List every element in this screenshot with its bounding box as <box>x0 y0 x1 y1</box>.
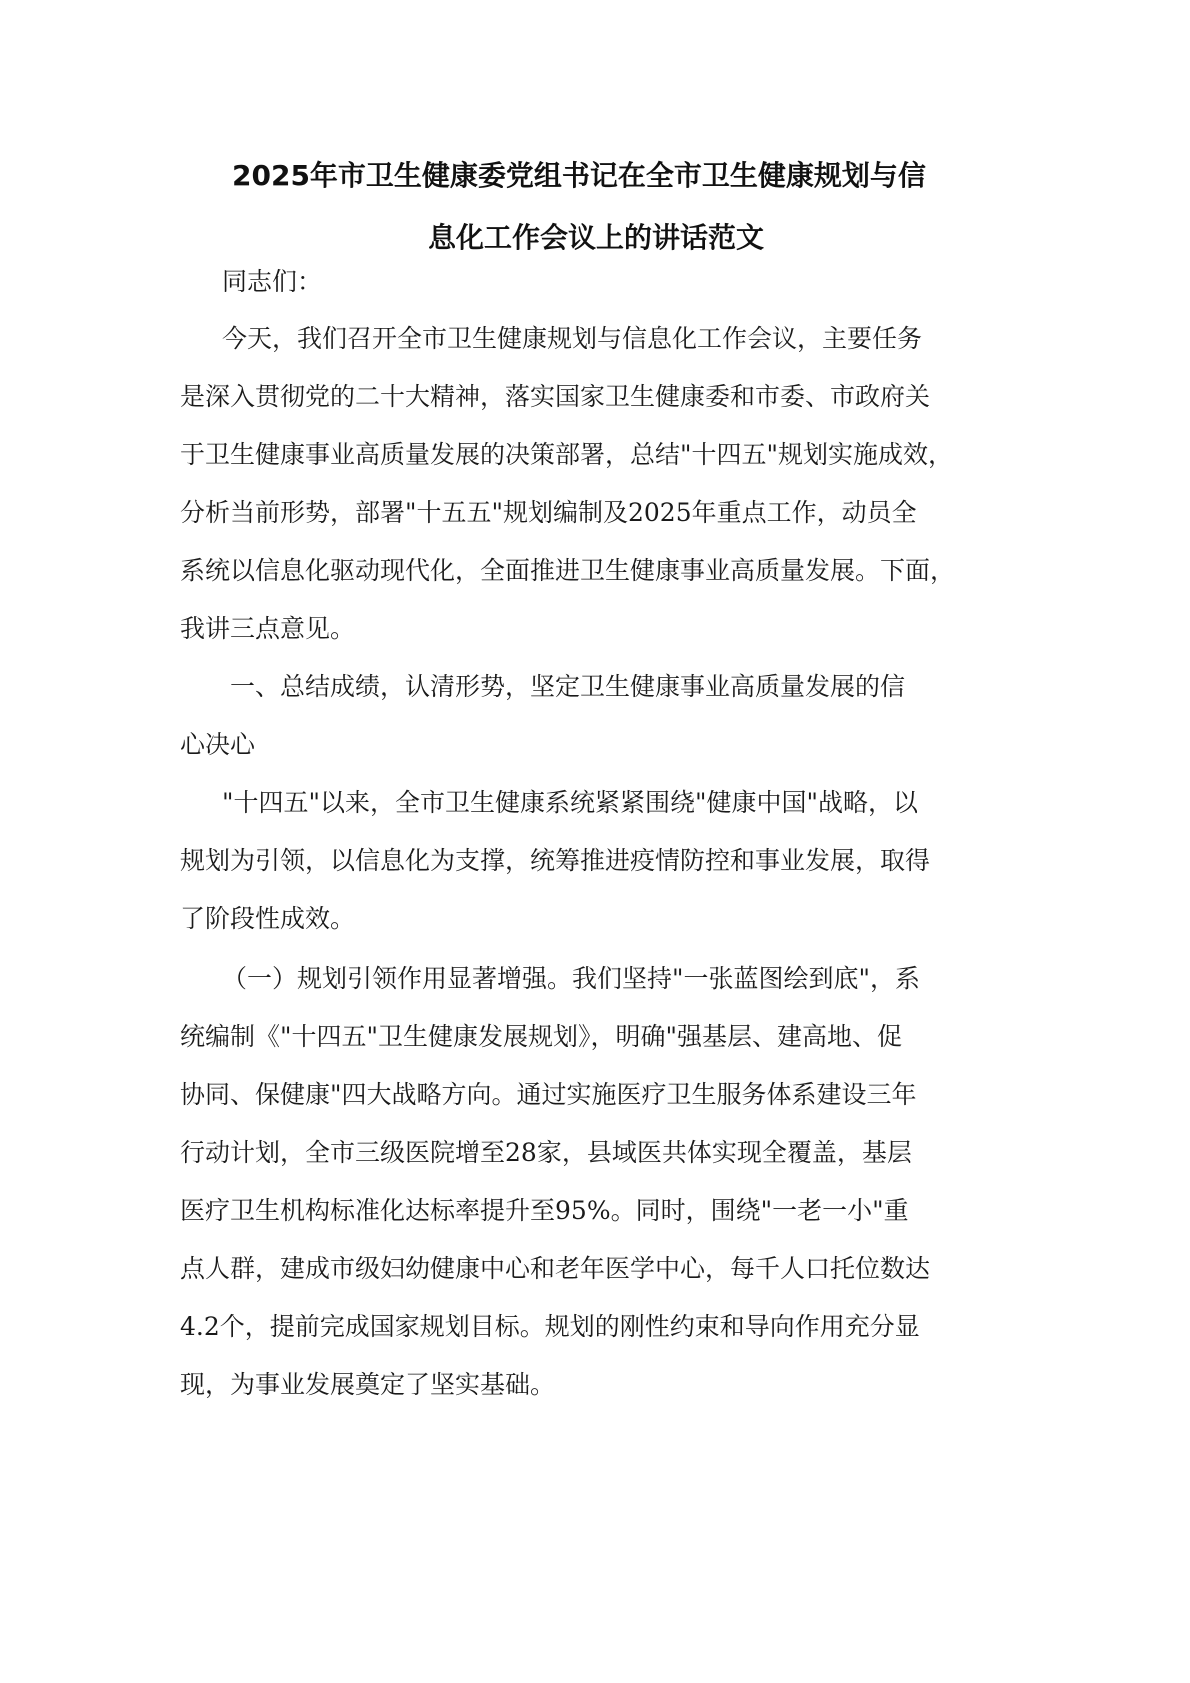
salutation: 同志们： <box>222 267 323 296</box>
section-heading-line: 心决心 <box>180 730 256 759</box>
paragraph-line: 4.2个，提前完成国家规划目标。规划的刚性约束和导向作用充分显 <box>180 1312 920 1341</box>
paragraph-line: 统编制《"十四五"卫生健康发展规划》，明确"强基层、建高地、促 <box>180 1022 902 1051</box>
paragraph-line: 行动计划，全市三级医院增至28家，县域医共体实现全覆盖，基层 <box>180 1138 912 1167</box>
paragraph-line: 今天，我们召开全市卫生健康规划与信息化工作会议，主要任务 <box>222 324 923 353</box>
section-heading-line: 一、总结成绩，认清形势，坚定卫生健康事业高质量发展的信 <box>230 672 906 701</box>
paragraph-line: 我讲三点意见。 <box>180 614 356 643</box>
paragraph-line: 现，为事业发展奠定了坚实基础。 <box>180 1370 556 1399</box>
paragraph-line: "十四五"以来，全市卫生健康系统紧紧围绕"健康中国"战略，以 <box>222 788 918 817</box>
paragraph-line: 是深入贯彻党的二十大精神，落实国家卫生健康委和市委、市政府关 <box>180 382 931 411</box>
paragraph-line: 点人群，建成市级妇幼健康中心和老年医学中心，每千人口托位数达 <box>180 1254 931 1283</box>
paragraph-line: 协同、保健康"四大战略方向。通过实施医疗卫生服务体系建设三年 <box>180 1080 917 1109</box>
paragraph-line: （一）规划引领作用显著增强。我们坚持"一张蓝图绘到底"，系 <box>222 964 921 993</box>
paragraph-line: 系统以信息化驱动现代化，全面推进卫生健康事业高质量发展。下面， <box>180 556 956 585</box>
paragraph-line: 于卫生健康事业高质量发展的决策部署，总结"十四五"规划实施成效， <box>180 440 954 469</box>
document-title-line-2: 息化工作会议上的讲话范文 <box>428 221 765 254</box>
paragraph-line: 医疗卫生机构标准化达标率提升至95%。同时，围绕"一老一小"重 <box>180 1196 909 1225</box>
paragraph-line: 分析当前形势，部署"十五五"规划编制及2025年重点工作，动员全 <box>180 498 917 527</box>
paragraph-line: 了阶段性成效。 <box>180 904 356 933</box>
paragraph-line: 规划为引领，以信息化为支撑，统筹推进疫情防控和事业发展，取得 <box>180 846 931 875</box>
document-title-line-1: 2025年市卫生健康委党组书记在全市卫生健康规划与信 <box>232 159 926 192</box>
